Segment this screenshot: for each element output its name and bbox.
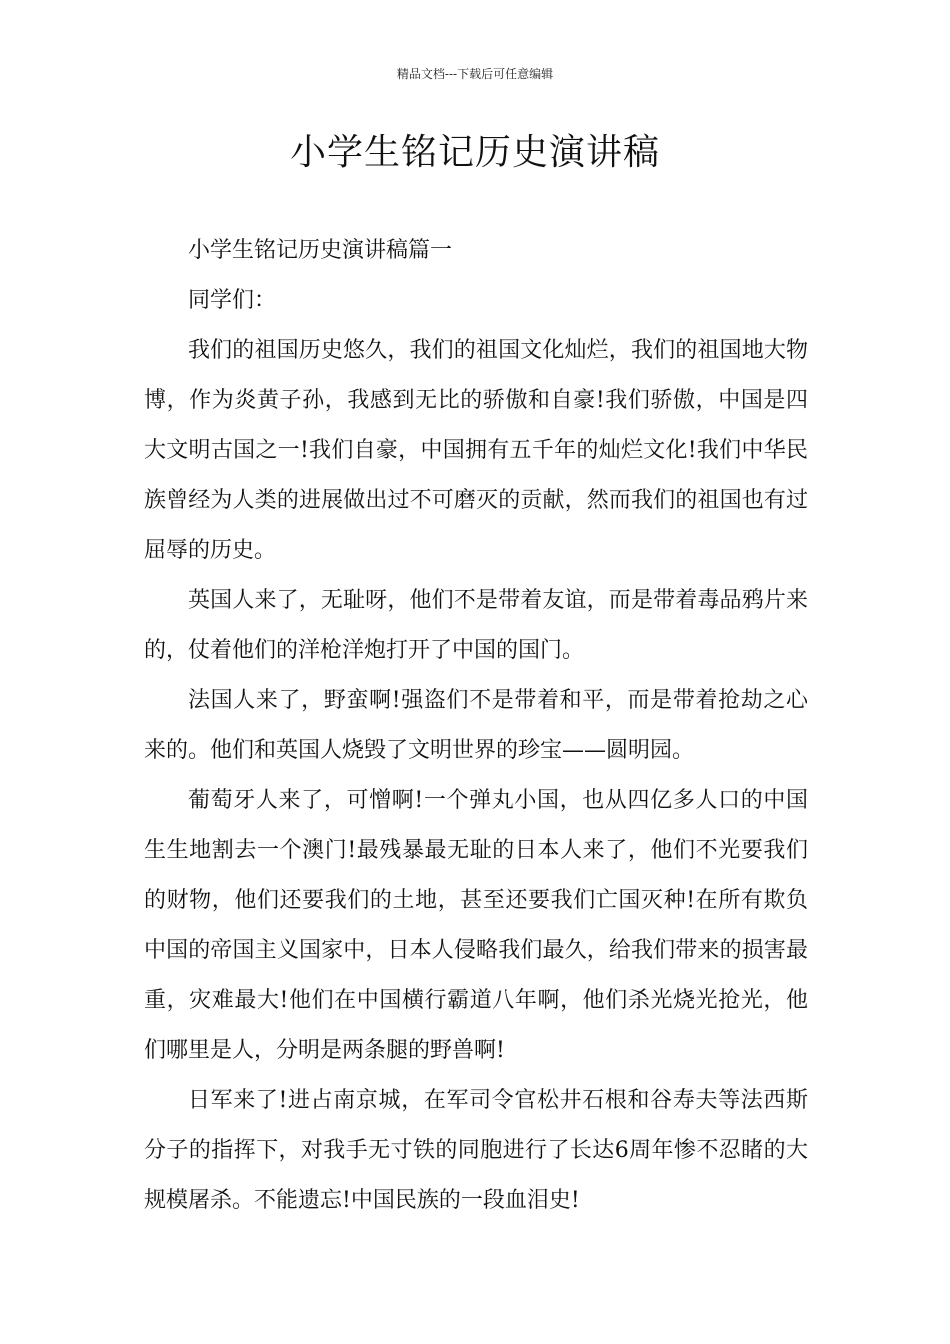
document-title: 小学生铭记历史演讲稿 — [289, 132, 660, 173]
body-paragraph: 我们的祖国历史悠久，我们的祖国文化灿烂，我们的祖国地大物博，作为炎黄子孙，我感到无比的骄傲和自豪!我们骄傲，中国是四大文明古国之一!我们自豪，中国拥有五千年的灿烂文化!我们中华民族曾经为人类的进展做出过不可磨灭的贡献，然而我们的祖国也有过屈辱的历史。 — [144, 338, 808, 563]
document-body — [144, 226, 808, 1226]
section-heading: 小学生铭记历史演讲稿篇一 — [188, 238, 453, 263]
salutation: 同学们： — [188, 288, 277, 313]
body-paragraph: 英国人来了，无耻呀，他们不是带着友谊，而是带着毒品鸦片来的，仗着他们的洋枪洋炮打开了中国的国门。 — [144, 588, 808, 663]
body-paragraph: 日军来了!进占南京城，在军司令官松井石根和谷寿夫等法西斯分子的指挥下，对我手无寸铁的同胞进行了长达6周年惨不忍睹的大规模屠杀。不能遗忘!中国民族的一段血泪史! — [144, 1088, 808, 1213]
header-note: 精品文档---下载后可任意编辑 — [396, 67, 554, 81]
body-paragraph: 法国人来了，野蛮啊!强盗们不是带着和平，而是带着抢劫之心来的。他们和英国人烧毁了文明世界的珍宝——圆明园。 — [144, 688, 808, 763]
body-paragraph: 葡萄牙人来了，可憎啊!一个弹丸小国，也从四亿多人口的中国生生地割去一个澳门!最残暴最无耻的日本人来了，他们不光要我们的财物，他们还要我们的土地，甚至还要我们亡国灭种!在所有欺负中国的帝国主义国家中，日本人侵略我们最久，给我们带来的损害最重，灾难最大!他们在中国横行霸道八年啊，他们杀光烧光抢光，他们哪里是人，分明是两条腿的野兽啊! — [144, 788, 808, 1063]
